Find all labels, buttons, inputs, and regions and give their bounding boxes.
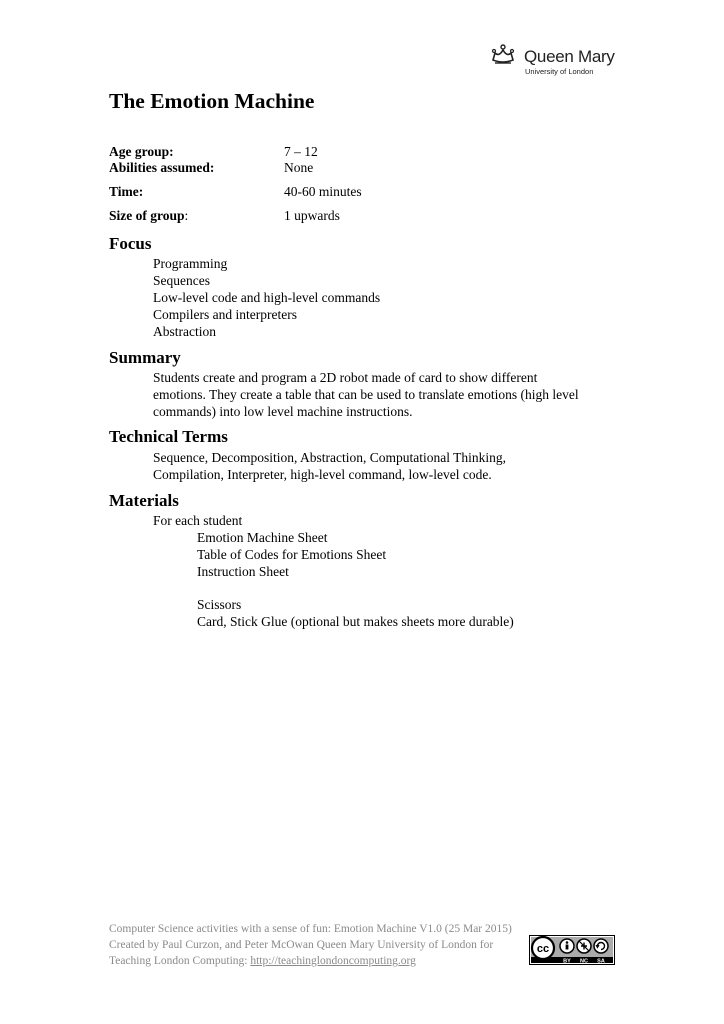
technical-terms-heading: Technical Terms	[109, 427, 228, 446]
group-size-label	[109, 208, 188, 224]
cc-label-by: BY	[563, 958, 571, 965]
group-size-label-colon: :	[184, 208, 189, 223]
summary-line: Students create and program a 2D robot made of card to show different	[153, 370, 538, 385]
logo-name: Queen Mary	[524, 47, 615, 66]
technical-terms-line: Compilation, Interpreter, high-level command, low-level code.	[153, 467, 492, 482]
time-label: Time:	[109, 184, 144, 199]
materials-item: Card, Stick Glue (optional but makes sheets more durable)	[197, 614, 514, 629]
materials-item: Instruction Sheet	[197, 564, 289, 579]
footer	[109, 921, 512, 969]
focus-item: Low-level code and high-level commands	[153, 290, 381, 305]
materials-intro: For each student	[153, 513, 243, 528]
footer-line	[109, 953, 512, 969]
time-value: 40-60 minutes	[284, 184, 362, 199]
materials-heading: Materials	[109, 491, 179, 510]
group-size-value: 1 upwards	[284, 208, 340, 223]
materials-item: Emotion Machine Sheet	[197, 530, 328, 545]
focus-item: Programming	[153, 256, 228, 271]
queen-mary-logo	[490, 42, 620, 82]
focus-item: Sequences	[153, 273, 210, 288]
abilities-value: None	[284, 160, 314, 175]
materials-item: Table of Codes for Emotions Sheet	[197, 547, 387, 562]
summary-line: emotions. They create a table that can be used to translate emotions (high level	[153, 387, 579, 402]
footer-line: Created by Paul Curzon, and Peter McOwan Queen Mary University of London for	[109, 939, 494, 951]
footer-link-prefix: Teaching London Computing:	[109, 955, 251, 967]
footer-link[interactable]: http://teachinglondoncomputing.org	[250, 955, 416, 967]
materials-item: Scissors	[197, 597, 242, 612]
cc-label-sa: SA	[597, 958, 605, 965]
technical-terms-line: Sequence, Decomposition, Abstraction, Computational Thinking,	[153, 450, 506, 465]
age-group-label: Age group:	[109, 144, 174, 159]
cc-label-nc: NC	[580, 958, 588, 965]
page-title: The Emotion Machine	[109, 89, 315, 113]
focus-heading: Focus	[109, 234, 152, 253]
crown-icon	[490, 42, 516, 68]
focus-item: Abstraction	[153, 324, 216, 339]
creative-commons-by-nc-sa-icon	[529, 935, 615, 965]
group-size-label-text: Size of group	[109, 208, 185, 223]
summary-line: commands) into low level machine instructions.	[153, 404, 413, 419]
age-group-value: 7 – 12	[284, 144, 318, 159]
logo-subtitle: University of London	[525, 67, 594, 76]
abilities-label: Abilities assumed:	[109, 160, 215, 175]
cc-mark: cc	[536, 943, 550, 955]
summary-heading: Summary	[109, 348, 181, 367]
focus-item: Compilers and interpreters	[153, 307, 297, 322]
footer-line: Computer Science activities with a sense of fun: Emotion Machine V1.0 (25 Mar 2015)	[109, 923, 512, 935]
